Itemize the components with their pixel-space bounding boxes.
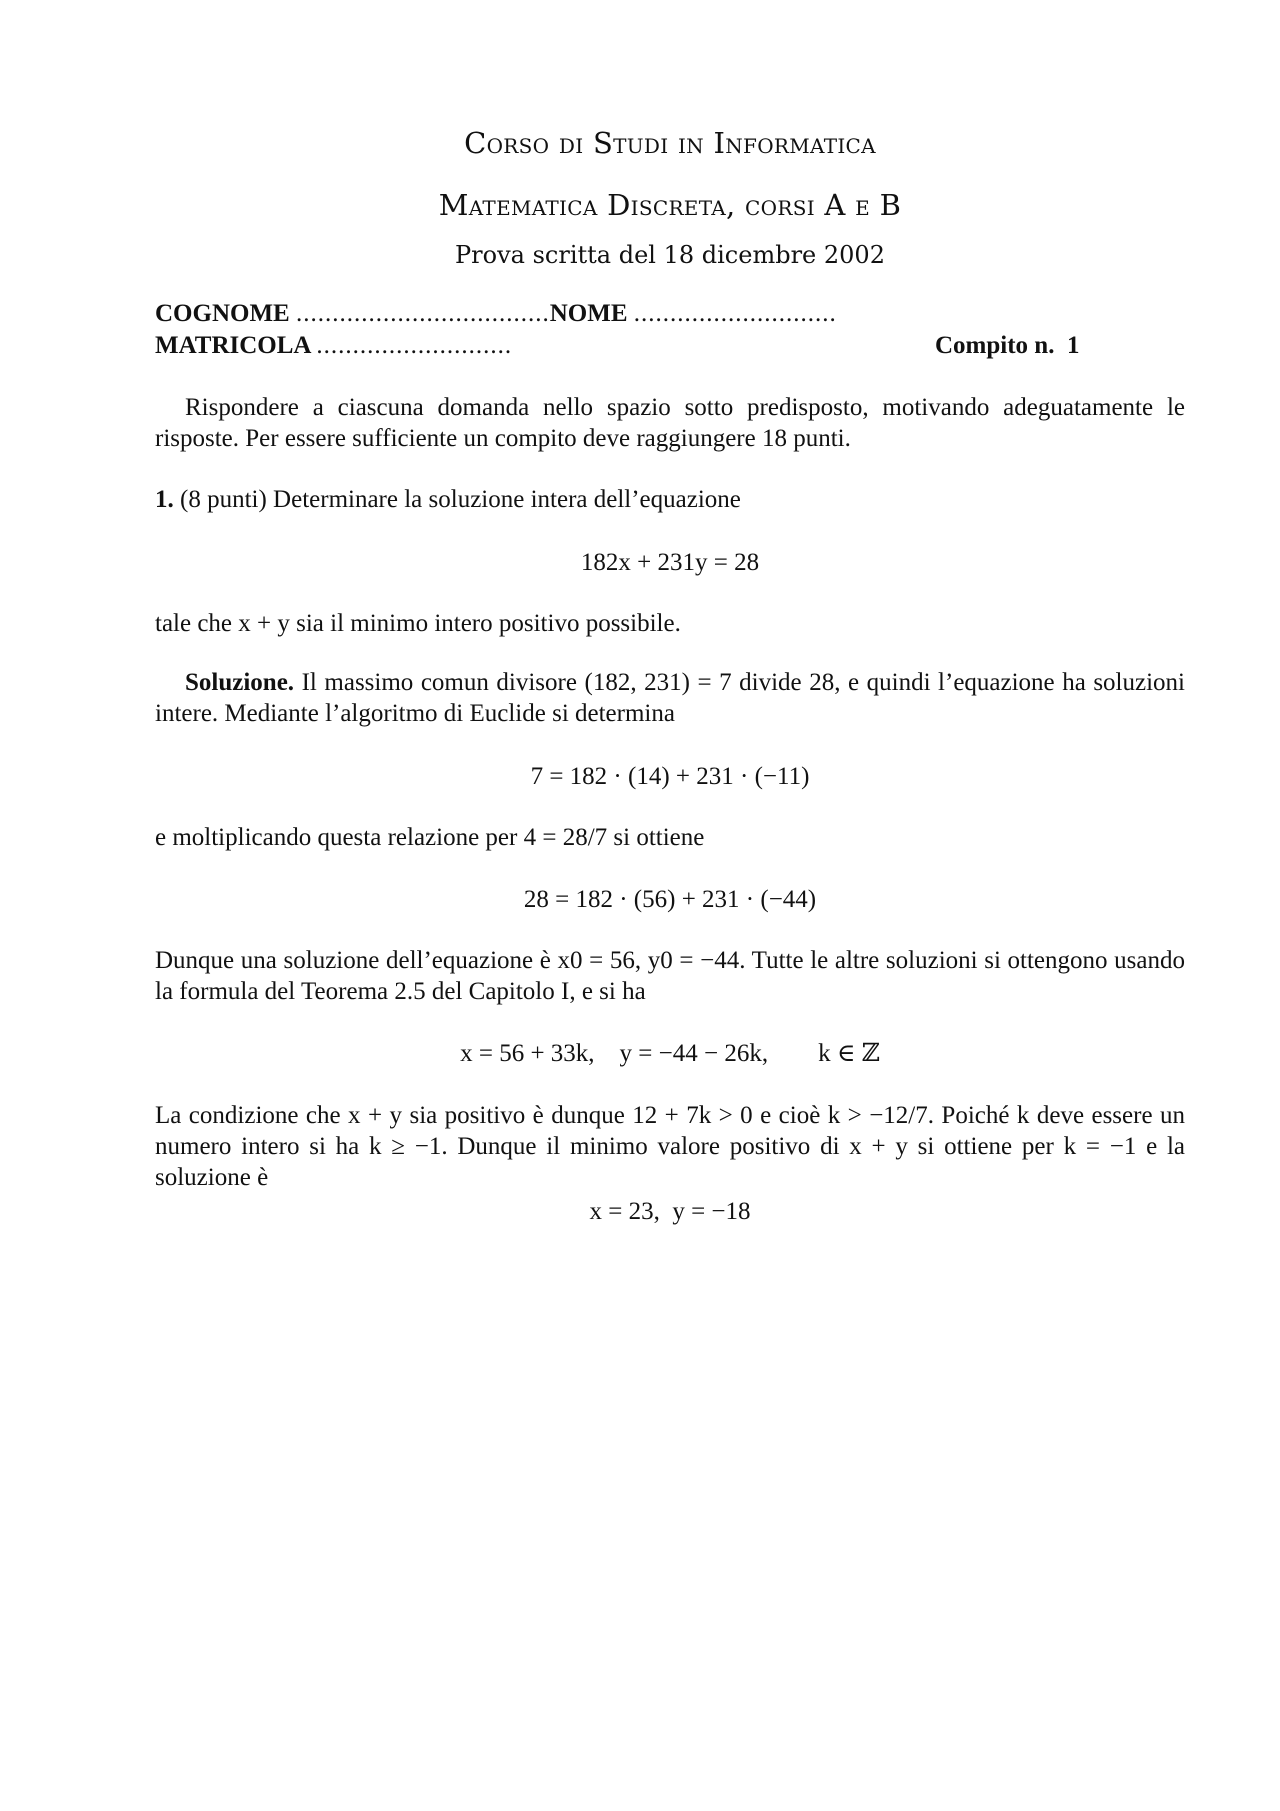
student-id-field: ........................... xyxy=(316,332,513,359)
solution-paragraph-2: e moltiplicando questa relazione per 4 = 28/7 si ottiene xyxy=(155,824,705,851)
solution-paragraph-3: Dunque una soluzione dell’equazione è x0 = 56, y0 = −44. Tutte le altre soluzioni si ottengono usando la formula del Teorema 2.5 del Capitolo I, e si ha xyxy=(155,947,1185,1005)
assignment-label: Compito n. xyxy=(935,332,1055,359)
name-label: NOME xyxy=(549,300,628,327)
problem-points: (8 punti) xyxy=(180,486,267,513)
surname-name-row xyxy=(155,298,1185,329)
solution-equation-2: 28 = 182 · (56) + 231 · (−44) xyxy=(523,886,817,913)
exam-date: Prova scritta del 18 dicembre 2002 xyxy=(455,241,885,269)
name-field: ............................ xyxy=(633,300,837,327)
solution-p1-text: Il massimo comun divisore (182, 231) = 7 divide 28, e quindi l’equazione ha soluzioni intere. Mediante l’algoritmo di Euclide si determina xyxy=(155,669,1185,727)
subject-title: Matematica Discreta, corsi A e B xyxy=(438,188,902,222)
surname-field: ................................... xyxy=(295,300,550,327)
surname-label: COGNOME xyxy=(155,300,290,327)
problem-text: Determinare la soluzione intera dell’equazione xyxy=(273,486,741,513)
solution-label: Soluzione. xyxy=(185,669,295,696)
solution-paragraph-1 xyxy=(155,667,1185,729)
exam-page xyxy=(155,0,1185,1811)
problem-statement xyxy=(155,484,1185,515)
instructions: Rispondere a ciascuna domanda nello spazio sotto predisposto, motivando adeguatamente le risposte. Per essere sufficiente un compito deve raggiungere 18 punti. xyxy=(155,394,1185,452)
course-title: Corso di Studi in Informatica xyxy=(464,126,876,160)
problem-number: 1. xyxy=(155,486,174,513)
solution-equation-1: 7 = 182 · (14) + 231 · (−11) xyxy=(530,763,810,790)
assignment-number xyxy=(935,330,1079,361)
solution-final-answer: x = 23, y = −18 xyxy=(589,1198,751,1225)
problem-condition: tale che x + y sia il minimo intero positivo possibile. xyxy=(155,610,681,637)
student-id-label: MATRICOLA xyxy=(155,332,311,359)
solution-paragraph-4: La condizione che x + y sia positivo è dunque 12 + 7k > 0 e cioè k > −12/7. Poiché k deve essere un numero intero si ha k ≥ −1. Dunque il minimo valore positivo di x + y si ottiene per k = −1 e la soluzione è xyxy=(155,1102,1185,1191)
solution-equation-3: x = 56 + 33k, y = −44 − 26k, k ∈ ℤ xyxy=(460,1040,880,1067)
problem-equation: 182x + 231y = 28 xyxy=(580,549,760,576)
student-id-row xyxy=(155,330,1185,361)
assignment-value: 1 xyxy=(1066,332,1080,359)
